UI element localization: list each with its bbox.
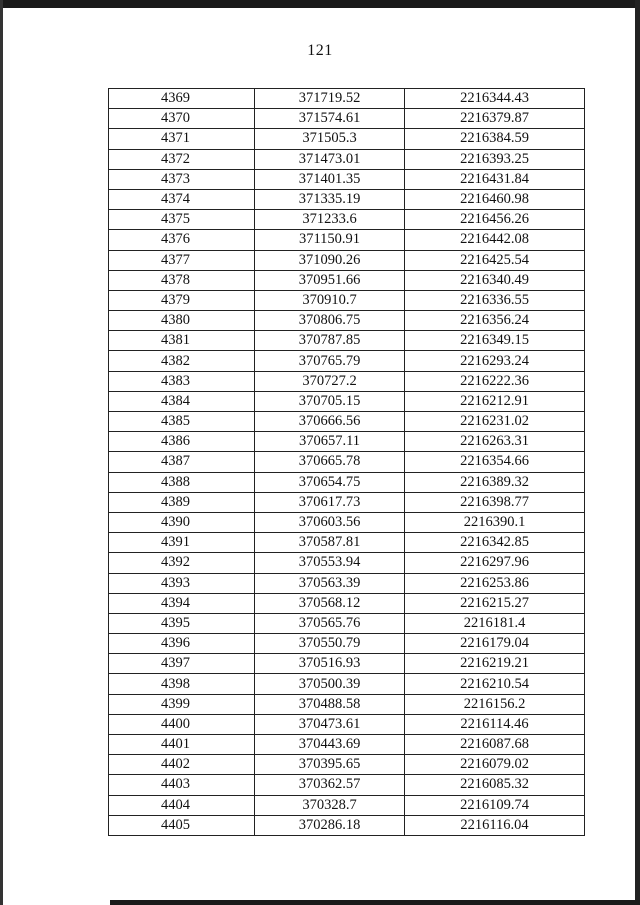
point-number-cell: 4376 <box>109 230 255 250</box>
x-coordinate-cell: 370951.66 <box>255 270 405 290</box>
table-row <box>109 694 585 714</box>
x-coordinate-cell: 370617.73 <box>255 492 405 512</box>
x-coordinate-cell: 371473.01 <box>255 149 405 169</box>
y-coordinate-cell: 2216181.4 <box>405 613 585 633</box>
table-row <box>109 311 585 331</box>
x-coordinate-cell: 370286.18 <box>255 815 405 835</box>
x-coordinate-cell: 370328.7 <box>255 795 405 815</box>
table-row <box>109 654 585 674</box>
x-coordinate-cell: 371505.3 <box>255 129 405 149</box>
table-row <box>109 129 585 149</box>
y-coordinate-cell: 2216079.02 <box>405 755 585 775</box>
y-coordinate-cell: 2216389.32 <box>405 472 585 492</box>
point-number-cell: 4383 <box>109 371 255 391</box>
y-coordinate-cell: 2216156.2 <box>405 694 585 714</box>
point-number-cell: 4398 <box>109 674 255 694</box>
table-row <box>109 795 585 815</box>
table-row <box>109 189 585 209</box>
table-row <box>109 391 585 411</box>
y-coordinate-cell: 2216087.68 <box>405 735 585 755</box>
x-coordinate-cell: 370657.11 <box>255 432 405 452</box>
scan-border-bottom <box>110 900 640 905</box>
x-coordinate-cell: 370563.39 <box>255 573 405 593</box>
point-number-cell: 4369 <box>109 89 255 109</box>
point-number-cell: 4404 <box>109 795 255 815</box>
point-number-cell: 4388 <box>109 472 255 492</box>
x-coordinate-cell: 370565.76 <box>255 613 405 633</box>
coordinates-table <box>108 88 585 836</box>
x-coordinate-cell: 370806.75 <box>255 311 405 331</box>
table-row <box>109 714 585 734</box>
point-number-cell: 4393 <box>109 573 255 593</box>
page-number: 121 <box>307 42 333 59</box>
y-coordinate-cell: 2216431.84 <box>405 169 585 189</box>
table-row <box>109 351 585 371</box>
table-row <box>109 89 585 109</box>
x-coordinate-cell: 370473.61 <box>255 714 405 734</box>
x-coordinate-cell: 370603.56 <box>255 512 405 532</box>
y-coordinate-cell: 2216219.21 <box>405 654 585 674</box>
point-number-cell: 4402 <box>109 755 255 775</box>
x-coordinate-cell: 370765.79 <box>255 351 405 371</box>
x-coordinate-cell: 370553.94 <box>255 553 405 573</box>
x-coordinate-cell: 370395.65 <box>255 755 405 775</box>
table-row <box>109 371 585 391</box>
point-number-cell: 4394 <box>109 593 255 613</box>
x-coordinate-cell: 371335.19 <box>255 189 405 209</box>
point-number-cell: 4390 <box>109 512 255 532</box>
y-coordinate-cell: 2216215.27 <box>405 593 585 613</box>
table-row <box>109 472 585 492</box>
table-row <box>109 775 585 795</box>
y-coordinate-cell: 2216212.91 <box>405 391 585 411</box>
y-coordinate-cell: 2216253.86 <box>405 573 585 593</box>
y-coordinate-cell: 2216116.04 <box>405 815 585 835</box>
x-coordinate-cell: 371150.91 <box>255 230 405 250</box>
x-coordinate-cell: 370666.56 <box>255 412 405 432</box>
x-coordinate-cell: 370443.69 <box>255 735 405 755</box>
x-coordinate-cell: 370727.2 <box>255 371 405 391</box>
x-coordinate-cell: 370516.93 <box>255 654 405 674</box>
table-row <box>109 149 585 169</box>
x-coordinate-cell: 370705.15 <box>255 391 405 411</box>
point-number-cell: 4389 <box>109 492 255 512</box>
scan-border-left <box>0 0 3 905</box>
point-number-cell: 4370 <box>109 109 255 129</box>
y-coordinate-cell: 2216263.31 <box>405 432 585 452</box>
scan-border-right <box>635 0 640 905</box>
x-coordinate-cell: 370787.85 <box>255 331 405 351</box>
point-number-cell: 4373 <box>109 169 255 189</box>
x-coordinate-cell: 370500.39 <box>255 674 405 694</box>
y-coordinate-cell: 2216442.08 <box>405 230 585 250</box>
point-number-cell: 4374 <box>109 189 255 209</box>
x-coordinate-cell: 370362.57 <box>255 775 405 795</box>
table-row <box>109 270 585 290</box>
table-row <box>109 553 585 573</box>
y-coordinate-cell: 2216297.96 <box>405 553 585 573</box>
x-coordinate-cell: 371719.52 <box>255 89 405 109</box>
y-coordinate-cell: 2216179.04 <box>405 634 585 654</box>
y-coordinate-cell: 2216390.1 <box>405 512 585 532</box>
point-number-cell: 4378 <box>109 270 255 290</box>
point-number-cell: 4372 <box>109 149 255 169</box>
x-coordinate-cell: 371233.6 <box>255 210 405 230</box>
table-row <box>109 230 585 250</box>
y-coordinate-cell: 2216398.77 <box>405 492 585 512</box>
table-row <box>109 452 585 472</box>
x-coordinate-cell: 370550.79 <box>255 634 405 654</box>
point-number-cell: 4380 <box>109 311 255 331</box>
table-row <box>109 735 585 755</box>
y-coordinate-cell: 2216109.74 <box>405 795 585 815</box>
scan-border-top <box>0 0 640 8</box>
y-coordinate-cell: 2216293.24 <box>405 351 585 371</box>
y-coordinate-cell: 2216114.46 <box>405 714 585 734</box>
point-number-cell: 4392 <box>109 553 255 573</box>
x-coordinate-cell: 371574.61 <box>255 109 405 129</box>
table-row <box>109 533 585 553</box>
point-number-cell: 4391 <box>109 533 255 553</box>
y-coordinate-cell: 2216231.02 <box>405 412 585 432</box>
y-coordinate-cell: 2216210.54 <box>405 674 585 694</box>
table-row <box>109 674 585 694</box>
point-number-cell: 4399 <box>109 694 255 714</box>
y-coordinate-cell: 2216456.26 <box>405 210 585 230</box>
table-row <box>109 210 585 230</box>
table-row <box>109 815 585 835</box>
point-number-cell: 4379 <box>109 290 255 310</box>
x-coordinate-cell: 370665.78 <box>255 452 405 472</box>
y-coordinate-cell: 2216425.54 <box>405 250 585 270</box>
table-row <box>109 613 585 633</box>
point-number-cell: 4396 <box>109 634 255 654</box>
table-row <box>109 755 585 775</box>
point-number-cell: 4382 <box>109 351 255 371</box>
point-number-cell: 4401 <box>109 735 255 755</box>
point-number-cell: 4381 <box>109 331 255 351</box>
table-row <box>109 573 585 593</box>
table-row <box>109 109 585 129</box>
point-number-cell: 4385 <box>109 412 255 432</box>
y-coordinate-cell: 2216340.49 <box>405 270 585 290</box>
table-row <box>109 432 585 452</box>
table-row <box>109 169 585 189</box>
table-row <box>109 250 585 270</box>
x-coordinate-cell: 370568.12 <box>255 593 405 613</box>
point-number-cell: 4400 <box>109 714 255 734</box>
table-row <box>109 412 585 432</box>
point-number-cell: 4371 <box>109 129 255 149</box>
point-number-cell: 4387 <box>109 452 255 472</box>
y-coordinate-cell: 2216379.87 <box>405 109 585 129</box>
point-number-cell: 4403 <box>109 775 255 795</box>
y-coordinate-cell: 2216384.59 <box>405 129 585 149</box>
x-coordinate-cell: 371401.35 <box>255 169 405 189</box>
y-coordinate-cell: 2216342.85 <box>405 533 585 553</box>
point-number-cell: 4397 <box>109 654 255 674</box>
x-coordinate-cell: 371090.26 <box>255 250 405 270</box>
point-number-cell: 4384 <box>109 391 255 411</box>
point-number-cell: 4395 <box>109 613 255 633</box>
x-coordinate-cell: 370488.58 <box>255 694 405 714</box>
x-coordinate-cell: 370654.75 <box>255 472 405 492</box>
table-row <box>109 331 585 351</box>
table-row <box>109 593 585 613</box>
y-coordinate-cell: 2216460.98 <box>405 189 585 209</box>
table-row <box>109 634 585 654</box>
table-row <box>109 512 585 532</box>
y-coordinate-cell: 2216349.15 <box>405 331 585 351</box>
y-coordinate-cell: 2216222.36 <box>405 371 585 391</box>
point-number-cell: 4375 <box>109 210 255 230</box>
y-coordinate-cell: 2216356.24 <box>405 311 585 331</box>
y-coordinate-cell: 2216393.25 <box>405 149 585 169</box>
y-coordinate-cell: 2216336.55 <box>405 290 585 310</box>
x-coordinate-cell: 370587.81 <box>255 533 405 553</box>
point-number-cell: 4377 <box>109 250 255 270</box>
y-coordinate-cell: 2216085.32 <box>405 775 585 795</box>
coordinates-table-body <box>109 89 585 836</box>
point-number-cell: 4386 <box>109 432 255 452</box>
table-row <box>109 492 585 512</box>
y-coordinate-cell: 2216344.43 <box>405 89 585 109</box>
x-coordinate-cell: 370910.7 <box>255 290 405 310</box>
point-number-cell: 4405 <box>109 815 255 835</box>
table-row <box>109 290 585 310</box>
y-coordinate-cell: 2216354.66 <box>405 452 585 472</box>
